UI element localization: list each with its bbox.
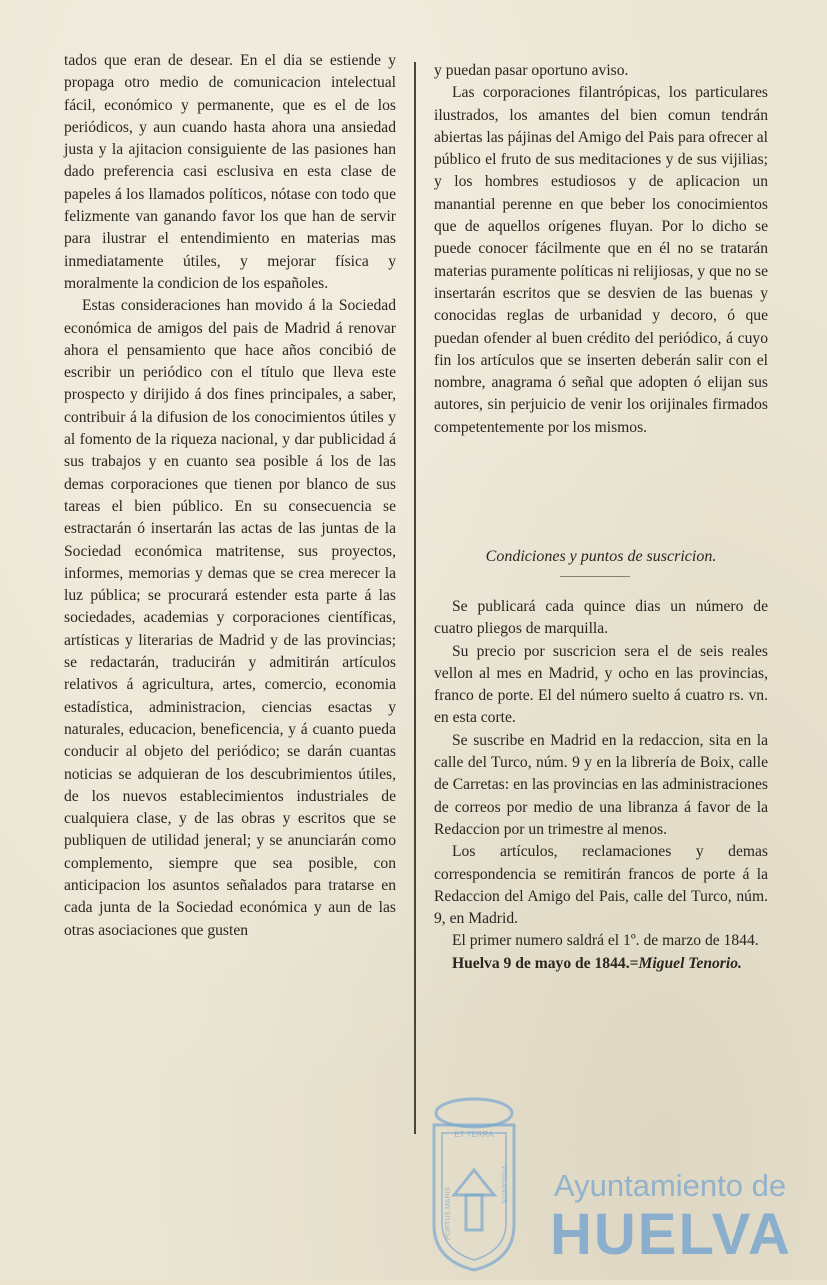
shield-right-text: VIGILANTIS <box>500 1165 507 1204</box>
left-column <box>64 50 396 942</box>
signature-name: Miguel Tenorio. <box>638 954 742 972</box>
conditions-block <box>434 596 768 975</box>
condition-2: Su precio por suscricion sera el de seis reales vellon al mes en Madrid, y ocho en las provincias, franco de porte. El del número suelto á cuatro rs. vn. en esta corte. <box>434 642 768 727</box>
condition-1: Se publicará cada quince dias un número de cuatro pliegos de marquilla. <box>434 598 768 638</box>
signature-place: Huelva 9 de mayo de 1844.= <box>452 954 639 972</box>
condition-4: Los artículos, reclamaciones y demas correspondencia se remitirán francos de porte á la Redaccion del Amigo del Pais, calle del Turco, núm. 9, en Madrid. <box>434 843 768 928</box>
watermark-logo <box>414 1075 827 1280</box>
left-paragraph-2: Estas consideraciones han movido á la Sociedad económica de amigos del pais de Madrid á renovar ahora el pensamiento que hace años concibió de escribir un periódico con el título que lleva este prospecto y dirijido á dos fines principales, a saber, contribuir á la difusion de los conocimientos útiles y al fomento de la riqueza nacional, y dar publicidad á sus trabajos y en cuanto sea posible á los de las demas corporaciones que tienen por blanco de sus tareas el bien público. En su consecuencia se estractarán ó insertarán las actas de las juntas de la Sociedad económica matritense, sus proyectos, informes, memorias y demas que se crea merecer la luz pública; se procurará estender esta parte á las sociedades, academias y corporaciones científicas, artísticas y literarias de Madrid y de las provincias; se redactarán, traducirán y admitirán artículos relativos á agricultura, artes, comercio, economia estadística, administracion, ciencias esactas y naturales, educacion, beneficencia, y á cuanto pueda conducir al objeto del periódico; se darán cuantas noticias se adquieran de los descubrimientos útiles, de los nuevos establecimientos industriales de cualquiera clase, y de las obras y escritos que se publiquen de utilidad jeneral; y se anunciarán como complemento, siempre que sea posible, con anticipacion los asuntos señalados para tratarse en cada junta de la Sociedad económica y aun de las otras asociaciones que gusten <box>64 297 396 939</box>
shield-left-text: PORTUS MARIS <box>445 1186 452 1240</box>
section-title: Condiciones y puntos de suscricion. <box>485 548 717 565</box>
title-rule <box>560 576 630 577</box>
shield-top-text: ET TERRA <box>454 1130 494 1139</box>
watermark-line-1: Ayuntamiento de <box>554 1168 787 1203</box>
condition-3: Se suscribe en Madrid en la redaccion, sita en la calle del Turco, núm. 9 y en la librería de Boix, calle de Carretas: en las provincias en las administraciones de correos por medio de una libranza á favor de la Redaccion por un trimestre al menos. <box>434 731 768 838</box>
left-paragraph-1: tados que eran de desear. En el dia se estiende y propaga otro medio de comunicacion intelectual fácil, económico y permanente, que es el de los periódicos, y aun cuando hasta ahora una ansiedad justa y la ajitacion consiguiente de las pasiones han dado preferencia casi esclusiva en esta clase de papeles á los llamados políticos, nótase con todo que felizmente van ganando favor los que han de servir para ilustrar el entendimiento en materias mas inmediatamente útiles, y mejorar física y moralmente la condicion de los españoles. <box>64 52 396 292</box>
column-divider <box>414 62 416 1134</box>
right-paragraph-1: y puedan pasar oportuno aviso. <box>434 62 629 79</box>
signature <box>434 953 768 975</box>
condition-5: El primer numero saldrá el 1º. de marzo de 1844. <box>452 932 759 950</box>
right-column <box>434 60 768 439</box>
right-paragraph-2: Las corporaciones filantrópicas, los particulares ilustrados, los amantes del bien comun tendrán abiertas las pájinas del Amigo del Pais para ofrecer al público el fruto de sus meditaciones y de sus vijilias; y los hombres estudiosos y de aplicacion un manantial perenne en que beber los conocimientos que de aquellos orígenes fluyan. Por lo dicho se puede conocer fácilmente que en él no se tratarán materias puramente políticas ni relijiosas, y que no se insertarán escritos que se desvien de las buenas y conocidas reglas de urbanidad y decoro, ó que puedan ofender al buen crédito del periódico, á cuyo fin los artículos que se inserten deberán salir con el nombre, anagrama ó señal que adopten ó elijan sus autores, sin perjuicio de venir los orijinales firmados competentemente por los mismos. <box>434 84 768 436</box>
watermark-line-2: HUELVA <box>550 1202 792 1267</box>
